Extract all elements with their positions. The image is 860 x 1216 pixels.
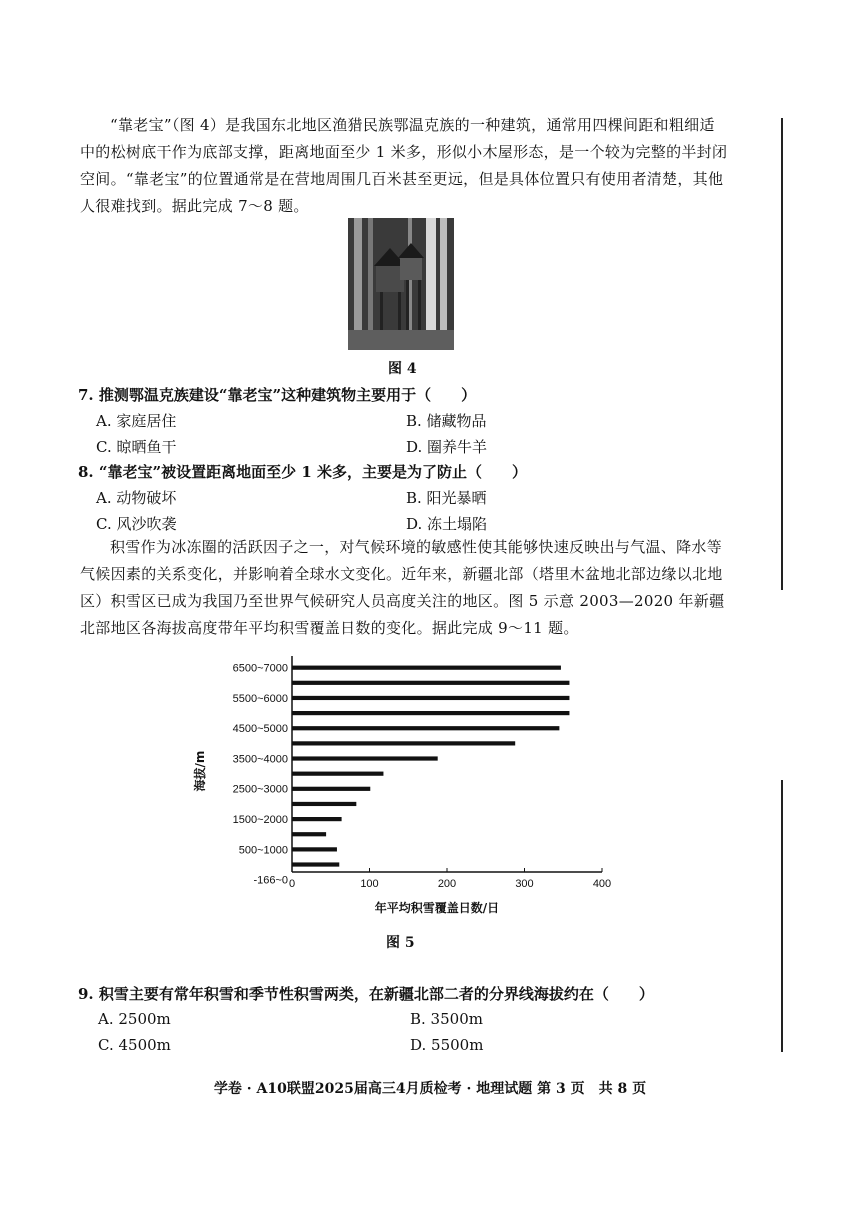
bar-1 xyxy=(292,681,569,685)
q8-option-b: B. 阳光暴晒 xyxy=(406,489,487,507)
q7-option-c: C. 晾晒鱼干 xyxy=(96,438,177,456)
question-8-stem: 8. “靠老宝”被设置距离地面至少 1 米多，主要是为了防止（ ） xyxy=(78,463,528,481)
page-footer: 学卷 · A10联盟2025届高三4月质检考 · 地理试题 第 3 页 共 8 页 xyxy=(213,1081,647,1097)
x-tick-label-1: 100 xyxy=(360,878,379,890)
y-tick-label-2: 4500~5000 xyxy=(232,723,288,736)
bar-4 xyxy=(292,726,559,730)
bar-0 xyxy=(292,666,561,670)
q7-option-d: D. 圈养牛羊 xyxy=(406,438,488,456)
q9-option-d: D. 5500m xyxy=(410,1036,484,1054)
y-tick-label-7: -166~0 xyxy=(253,874,288,887)
y-tick-label-5: 1500~2000 xyxy=(232,814,288,826)
x-tick-label-4: 400 xyxy=(592,878,612,890)
bar-8 xyxy=(292,787,370,791)
bar-9 xyxy=(292,802,356,806)
bar-10 xyxy=(292,817,342,821)
y-tick-label-1: 5500~6000 xyxy=(232,692,288,705)
q8-option-c: C. 风沙吹袭 xyxy=(96,515,177,533)
x-tick-label-0: 0 xyxy=(288,878,296,890)
q7-option-b: B. 储藏物品 xyxy=(406,412,487,430)
y-axis-title: 海拔/m xyxy=(193,750,207,792)
bar-11 xyxy=(292,832,326,836)
question-7-stem: 7. 推测鄂温克族建设“靠老宝”这种建筑物主要用于（ ） xyxy=(78,386,477,404)
margin-rule-top xyxy=(781,118,783,590)
intro-paragraph-1: “靠老宝”（图 4）是我国东北地区渔猎民族鄂温克族的一种建筑，通常用四棵间距和粗细适中的松树底干作为底部支撑，距离地面至少 1 米多，形似小木屋形态，是一个较为完整的半封闭空间。“靠老宝”的位置通常是在营地周围几百米甚至更远，但是具体位置只有使用者清楚，其他人很难找到。据此完成 7～8 题。 xyxy=(80,116,728,215)
x-tick-label-3: 300 xyxy=(515,878,534,890)
intro-paragraph-2: 积雪作为冰冻圈的活跃因子之一，对气候环境的敏感性使其能够快速反映出与气温、降水等气候因素的关系变化，并影响着全球水文变化。近年来，新疆北部（塔里木盆地北部边缘以北地区）积雪区已成为我国乃至世界气候研究人员高度关注的地区。图 5 示意 2003—2020 年新疆北部地区各海拔高度带年平均积雪覆盖日数的变化。据此完成 9～11 题。 xyxy=(80,538,725,637)
y-tick-label-0: 6500~7000 xyxy=(232,662,288,675)
y-tick-label-6: 500~1000 xyxy=(238,844,288,857)
bar-5 xyxy=(292,741,515,745)
question-9-stem: 9. 积雪主要有常年积雪和季节性积雪两类，在新疆北部二者的分界线海拔约在（ ） xyxy=(78,985,654,1003)
figure-5-caption: 图 5 xyxy=(386,935,415,951)
bar-3 xyxy=(292,711,569,715)
x-axis-title: 年平均积雪覆盖日数/日 xyxy=(374,901,500,915)
q8-option-d: D. 冻土塌陷 xyxy=(406,515,488,533)
y-tick-label-4: 2500~3000 xyxy=(232,783,288,796)
figure-4-photo xyxy=(348,218,454,350)
bar-6 xyxy=(292,756,438,760)
bar-13 xyxy=(292,862,339,866)
bar-12 xyxy=(292,847,337,851)
q9-option-a: A. 2500m xyxy=(98,1010,171,1028)
q9-option-c: C. 4500m xyxy=(98,1036,171,1054)
x-tick-label-2: 200 xyxy=(437,878,457,890)
q7-option-a: A. 家庭居住 xyxy=(96,412,177,430)
figure-4-caption: 图 4 xyxy=(388,361,417,377)
snow-cover-chart xyxy=(180,650,620,920)
margin-rule-bottom xyxy=(781,780,783,1052)
q8-option-a: A. 动物破坏 xyxy=(96,489,177,507)
q9-option-b: B. 3500m xyxy=(410,1010,483,1028)
tree-house-image xyxy=(348,218,454,350)
bar-7 xyxy=(292,772,383,776)
y-tick-label-3: 3500~4000 xyxy=(232,753,288,766)
bar-2 xyxy=(292,696,569,700)
